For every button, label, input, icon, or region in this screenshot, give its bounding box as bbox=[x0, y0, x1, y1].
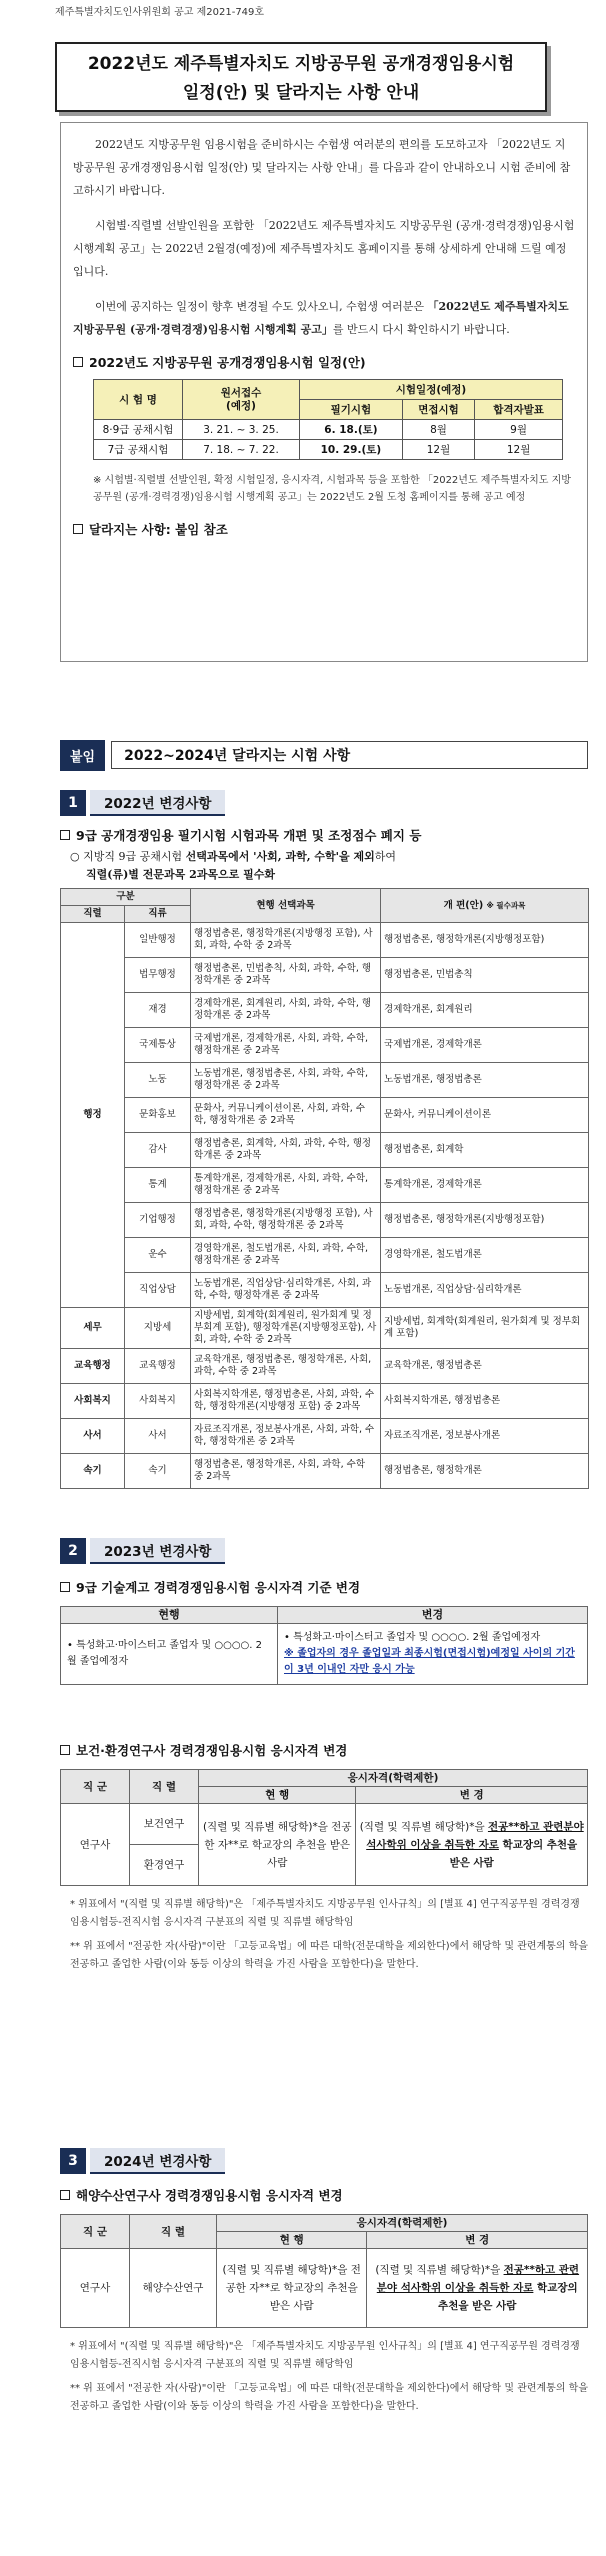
table-row bbox=[61, 1419, 589, 1454]
attachment-tag: 붙임 bbox=[60, 740, 105, 771]
schedule-note: ※ 시험별·직렬별 선발인원, 확정 시험일정, 응시자격, 시험과목 등을 포함한 「2022년도 제주특별자치도 지방공무원 (공개·경력경쟁)임용시험 시행계획 공고」는 2022년도 2월 도청 홈페이지를 통해 공고 예정 bbox=[93, 475, 571, 503]
cell-jikryu: 직업상담 bbox=[125, 1273, 191, 1308]
cell-jikryu: 노동 bbox=[125, 1063, 191, 1098]
section-3-body bbox=[60, 2186, 588, 2416]
cell-group: 사서 bbox=[61, 1419, 125, 1454]
cell-group: 세무 bbox=[61, 1308, 125, 1349]
cell-current: 경영학개론, 철도법개론, 사회, 과학, 수학, 행정학개론 중 2과목 bbox=[191, 1238, 381, 1273]
title-line-1: 2022년도 제주특별자치도 지방공무원 공개경쟁임용시험 bbox=[87, 54, 515, 74]
table-row: 7급 공채시험 7. 18. ~ 7. 22. 10. 29.(토) 12월 12월 bbox=[94, 440, 563, 460]
th-dates: 시험일정(예정) bbox=[300, 380, 563, 400]
cell-current: 문화사, 커뮤니케이션이론, 사회, 과학, 수학, 행정학개론 중 2과목 bbox=[191, 1098, 381, 1133]
cell-group: 사회복지 bbox=[61, 1384, 125, 1419]
table-row bbox=[61, 1273, 589, 1308]
th-interview: 면접시험 bbox=[402, 400, 474, 420]
cell-jikryu: 운수 bbox=[125, 1238, 191, 1273]
cell-new: 노동법개론, 행정법총론 bbox=[381, 1063, 589, 1098]
cell-new: 행정법총론, 민법총칙 bbox=[381, 958, 589, 993]
th-result: 합격자발표 bbox=[475, 400, 563, 420]
cell-new: 경제학개론, 회계원리 bbox=[381, 993, 589, 1028]
checkbox-icon bbox=[60, 830, 70, 840]
table-row bbox=[61, 958, 589, 993]
section-title: 2022년 변경사항 bbox=[90, 790, 225, 816]
th-exam: 시 험 명 bbox=[94, 380, 183, 420]
cell-current: 자료조직개론, 정보봉사개론, 사회, 과학, 수학, 행정학개론 중 2과목 bbox=[191, 1419, 381, 1454]
th-jikgun: 직렬 bbox=[61, 906, 125, 923]
sec1-heading bbox=[60, 826, 588, 844]
sec3-heading: 해양수산연구사 경력경쟁임용시험 응시자격 변경 bbox=[60, 2186, 588, 2204]
section-number: 3 bbox=[60, 2148, 86, 2174]
cell-jikryu: 기업행정 bbox=[125, 1203, 191, 1238]
section-2-header bbox=[60, 1538, 225, 1564]
table-row bbox=[61, 1168, 589, 1203]
th-apply: 원서접수 (예정) bbox=[183, 380, 300, 420]
checkbox-icon bbox=[60, 2190, 70, 2200]
cell-jikryu: 지방세 bbox=[125, 1308, 191, 1349]
table-row bbox=[61, 1384, 589, 1419]
table-row bbox=[61, 1028, 589, 1063]
cell-current: 국제법개론, 경제학개론, 사회, 과학, 수학, 행정학개론 중 2과목 bbox=[191, 1028, 381, 1063]
cell-current: 행정법총론, 행정학개론, 사회, 과학, 수학 중 2과목 bbox=[191, 1454, 381, 1489]
cell-group: 교육행정 bbox=[61, 1349, 125, 1384]
sec3-note-1: * 위표에서 "(직렬 및 직류별 해당학)"은 「제주특별자치도 지방공무원 인사규칙」의 [별표 4] 연구직공무원 경력경쟁 임용시험등-전직시험 응시자격 구분표의 직렬 및 직류별 해당학임 bbox=[70, 2341, 580, 2370]
sec2-note-1: * 위표에서 "(직렬 및 직류별 해당학)"은 「제주특별자치도 지방공무원 인사규칙」의 [별표 4] 연구직공무원 경력경쟁 임용시험등-전직시험 응시자격 구분표의 직렬 및 직류별 해당학임 bbox=[70, 1899, 580, 1928]
cell-current: 행정법총론, 민법총칙, 사회, 과학, 수학, 행정학개론 중 2과목 bbox=[191, 958, 381, 993]
section-title: 2023년 변경사항 bbox=[90, 1538, 225, 1564]
th-group: 구분 bbox=[61, 889, 191, 906]
cell-current: 사회복지학개론, 행정법총론, 사회, 과학, 수학, 행정학개론(지방행정 포함) 중 2과목 bbox=[191, 1384, 381, 1419]
section-number: 1 bbox=[60, 790, 86, 816]
section-2-body bbox=[60, 1578, 588, 1974]
notice-number: 제주특별자치도인사위원회 공고 제2021-749호 bbox=[55, 7, 265, 18]
sec2-note-2: ** 위 표에서 "전공한 자(사람)"이란 「고등교육법」에 따른 대학(전문대학을 제외한다)에서 해당학 및 관련계통의 학을 전공하고 졸업한 사람(이와 동등 이상의 학력을 가진 사람을 포함한다)을 말한다. bbox=[70, 1941, 588, 1970]
checkbox-icon bbox=[60, 1745, 70, 1755]
table-row bbox=[61, 1133, 589, 1168]
cell-jikryu: 감사 bbox=[125, 1133, 191, 1168]
cell-new: 문화사, 커뮤니케이션이론 bbox=[381, 1098, 589, 1133]
cell-new: 지방세법, 회계학(회계원리, 원가회계 및 정부회계 포함) bbox=[381, 1308, 589, 1349]
cell-current: 통계학개론, 경제학개론, 사회, 과학, 수학, 행정학개론 중 2과목 bbox=[191, 1168, 381, 1203]
section-1-body bbox=[60, 826, 588, 1489]
th-current: 현행 선택과목 bbox=[191, 889, 381, 923]
p3-post: 를 반드시 다시 확인하시기 바랍니다. bbox=[332, 323, 510, 336]
cell-jikryu: 일반행정 bbox=[125, 923, 191, 958]
intro-paragraph-2: 시험별·직렬별 선발인원을 포함한 「2022년도 제주특별자치도 지방공무원 (공개·경력경쟁)임용시험 시행계획 공고」는 2022년 2월경(예정)에 제주특별자치도 홈페이지를 통해 상세하게 안내해 드릴 예정입니다. bbox=[73, 219, 575, 278]
schedule-table bbox=[93, 379, 563, 460]
cell-new: 행정법총론, 행정학개론(지방행정포함) bbox=[381, 923, 589, 958]
cell-new: 자료조직개론, 정보봉사개론 bbox=[381, 1419, 589, 1454]
cell-jikryu: 교육행정 bbox=[125, 1349, 191, 1384]
checkbox-icon bbox=[73, 524, 83, 534]
schedule-heading-text: 2022년도 지방공무원 공개경쟁임용시험 일정(안) bbox=[89, 355, 366, 370]
sec1-subtext: ○ 지방직 9급 공채시험 선택과목에서 '사회, 과학, 수학'을 제외하여 직렬(류)별 전문과목 2과목으로 필수화 bbox=[70, 850, 396, 881]
cell-current: 노동법개론, 행정법총론, 사회, 과학, 수학, 행정학개론 중 2과목 bbox=[191, 1063, 381, 1098]
cell-new: 경영학개론, 철도법개론 bbox=[381, 1238, 589, 1273]
th-written: 필기시험 bbox=[300, 400, 403, 420]
section-1-header bbox=[60, 790, 225, 816]
section-title: 2024년 변경사항 bbox=[90, 2148, 225, 2174]
cell-new: 사회복지학개론, 행정법총론 bbox=[381, 1384, 589, 1419]
changes-heading-text: 달라지는 사항: 붙임 참조 bbox=[89, 522, 228, 537]
cell-jikryu: 문화홍보 bbox=[125, 1098, 191, 1133]
intro-paragraph-3 bbox=[73, 295, 575, 341]
cell-new: 행정법총론, 행정학개론 bbox=[381, 1454, 589, 1489]
cell-current: 교육학개론, 행정법총론, 행정학개론, 사회, 과학, 수학 중 2과목 bbox=[191, 1349, 381, 1384]
sec1-heading-text: 9급 공개경쟁임용 필기시험 시험과목 개편 및 조정점수 폐지 등 bbox=[76, 828, 422, 843]
cell-new: 통계학개론, 경제학개론 bbox=[381, 1168, 589, 1203]
qualification-table-1: 현행 변경 • 특성화고·마이스터고 졸업자 및 ○○○○. 2월 졸업예정자 • 특성화고·마이스터고 졸업자 및 ○○○○. 2월 졸업예정자 ※ 졸업자의 경우 졸업일과 최종시험(면접시험)예정일 사이의 기간이 3년 이내인 자만 응시 가능 bbox=[60, 1606, 588, 1685]
cell-group: 속기 bbox=[61, 1454, 125, 1489]
section-number: 2 bbox=[60, 1538, 86, 1564]
cell-current: 지방세법, 회계학(회계원리, 원가회계 및 정부회계 포함), 행정학개론(지방행정포함), 사회, 과학, 수학 중 2과목 bbox=[191, 1308, 381, 1349]
cell-new: 행정법총론, 행정학개론(지방행정포함) bbox=[381, 1203, 589, 1238]
cell-current: 행정법총론, 회계학, 사회, 과학, 수학, 행정학개론 중 2과목 bbox=[191, 1133, 381, 1168]
th-change: 개 편(안) ※ 필수과목 bbox=[381, 889, 589, 923]
table-row bbox=[61, 1308, 589, 1349]
table-row bbox=[61, 1349, 589, 1384]
sec2-heading-1: 9급 기술계고 경력경쟁임용시험 응시자격 기준 변경 bbox=[60, 1578, 588, 1596]
subject-table bbox=[60, 888, 589, 1489]
table-row bbox=[61, 1454, 589, 1489]
intro-box bbox=[60, 122, 588, 662]
table-row bbox=[61, 923, 589, 958]
table-row bbox=[61, 1098, 589, 1133]
table-row bbox=[61, 1063, 589, 1098]
cell-current: 행정법총론, 행정학개론(지방행정 포함), 사회, 과학, 수학 중 2과목 bbox=[191, 923, 381, 958]
cell-current: 경제학개론, 회계원리, 사회, 과학, 수학, 행정학개론 중 2과목 bbox=[191, 993, 381, 1028]
checkbox-icon bbox=[60, 1582, 70, 1592]
cell-jikryu: 재경 bbox=[125, 993, 191, 1028]
table-row bbox=[61, 993, 589, 1028]
table-row: 8·9급 공채시험 3. 21. ~ 3. 25. 6. 18.(토) 8월 9월 bbox=[94, 420, 563, 440]
p3-bold: 「2022년도 제주특별자치도 지방공무원 (공개·경력경쟁)임용시험 시행계획 공고」 bbox=[73, 300, 569, 336]
attachment-header bbox=[60, 740, 588, 770]
cell-jikryu: 국제통상 bbox=[125, 1028, 191, 1063]
cell-jikryu: 통계 bbox=[125, 1168, 191, 1203]
cell-new: 행정법총론, 회계학 bbox=[381, 1133, 589, 1168]
cell-current: 노동법개론, 직업상담·심리학개론, 사회, 과학, 수학, 행정학개론 중 2과목 bbox=[191, 1273, 381, 1308]
cell-current: 행정법총론, 행정학개론(지방행정 포함), 사회, 과학, 수학, 행정학개론 중 2과목 bbox=[191, 1203, 381, 1238]
sec2-heading-2: 보건·환경연구사 경력경쟁임용시험 응시자격 변경 bbox=[60, 1741, 588, 1759]
intro-paragraph-1: 2022년도 지방공무원 임용시험을 준비하시는 수험생 여러분의 편의를 도모하고자 「2022년도 지방공무원 공개경쟁임용시험 일정(안) 및 달라지는 사항 안내」를 다음과 같이 안내하오니 시험 준비에 참고하시기 바랍니다. bbox=[73, 138, 571, 197]
title-line-2: 일정(안) 및 달라지는 사항 안내 bbox=[182, 83, 420, 103]
schedule-heading bbox=[73, 353, 575, 371]
qualification-table-2: 직 군 직 렬 응시자격(학력제한) 현 행 변 경 연구사 보건연구 (직렬 및 직류별 해당학)*을 전공한 자**로 학교장의 추천을 받은 사람 (직렬 및 직류별 해당학)*을 전공**하고 관련분야 석사학위 이상을 취득한 자로 학교장의 추천을 받은 사람 환경연구 bbox=[60, 1769, 588, 1886]
table-row bbox=[61, 1203, 589, 1238]
cell-new: 국제법개론, 경제학개론 bbox=[381, 1028, 589, 1063]
qualification-table-3: 직 군 직 렬 응시자격(학력제한) 현 행 변 경 연구사 해양수산연구 (직렬 및 직류별 해당학)*을 전공한 자**로 학교장의 추천을 받은 사람 (직렬 및 직류별 해당학)*을 전공**하고 관련분야 석사학위 이상을 취득한 자로 학교장의 추천을 받은 사람 bbox=[60, 2214, 588, 2328]
p3-pre: 이번에 공지하는 일정이 향후 변경될 수도 있사오니, 수험생 여러분은 bbox=[95, 300, 428, 313]
page-title bbox=[55, 42, 547, 112]
table-row bbox=[61, 1238, 589, 1273]
cell-jikryu: 법무행정 bbox=[125, 958, 191, 993]
cell-new: 노동법개론, 직업상담·심리학개론 bbox=[381, 1273, 589, 1308]
cell-new: 교육학개론, 행정법총론 bbox=[381, 1349, 589, 1384]
th-jikryu: 직류 bbox=[125, 906, 191, 923]
checkbox-icon bbox=[73, 357, 83, 367]
sec3-note-2: ** 위 표에서 "전공한 자(사람)"이란 「고등교육법」에 따른 대학(전문대학을 제외한다)에서 해당학 및 관련계통의 학을 전공하고 졸업한 사람(이와 동등 이상의 학력을 가진 사람을 포함한다)을 말한다. bbox=[70, 2383, 588, 2412]
cell-jikryu: 속기 bbox=[125, 1454, 191, 1489]
changes-heading bbox=[73, 520, 575, 538]
cell-jikryu: 사서 bbox=[125, 1419, 191, 1454]
attachment-title: 2022~2024년 달라지는 시험 사항 bbox=[111, 741, 588, 769]
section-3-header bbox=[60, 2148, 225, 2174]
cell-group: 행정 bbox=[61, 923, 125, 1308]
cell-jikryu: 사회복지 bbox=[125, 1384, 191, 1419]
